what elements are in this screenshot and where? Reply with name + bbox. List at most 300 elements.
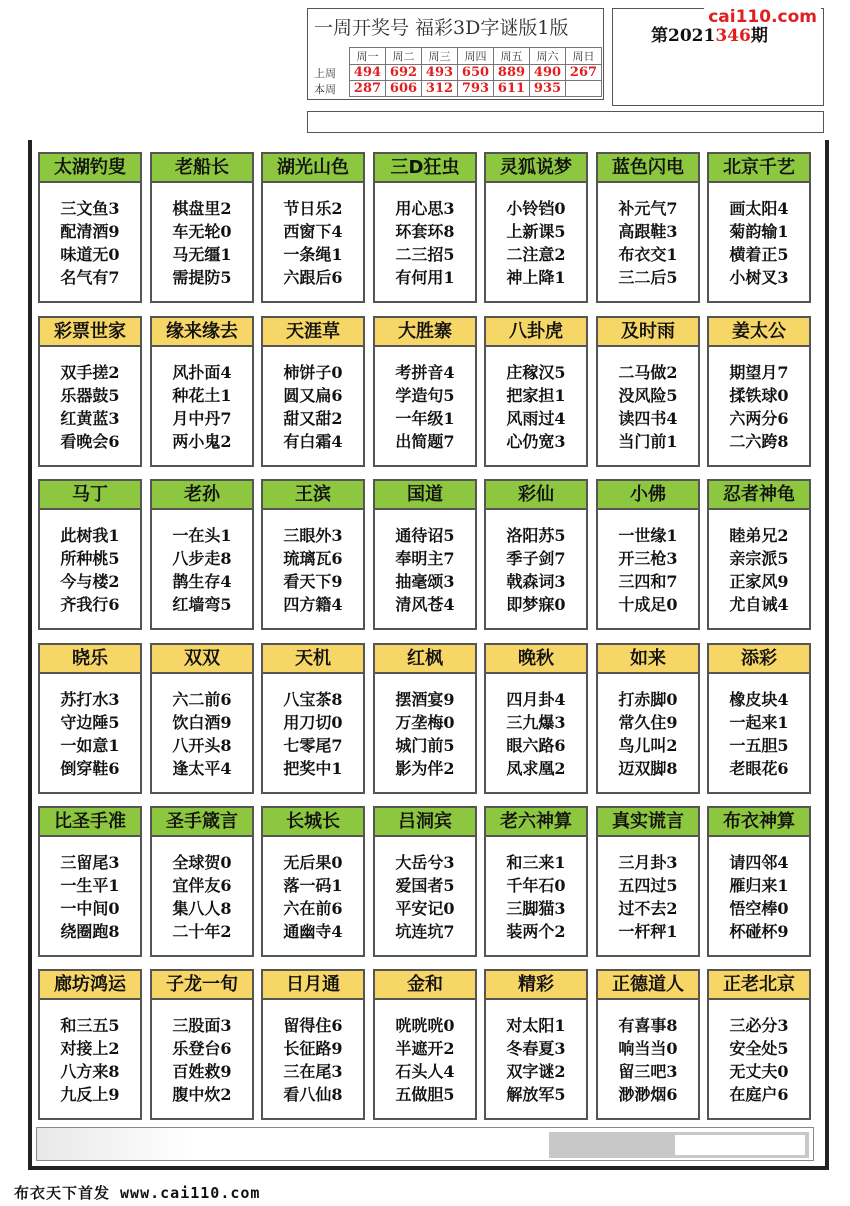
draw-number: 611 xyxy=(494,81,530,97)
puzzle-card xyxy=(596,643,700,794)
riddle-line: 摆酒宴9 xyxy=(395,690,455,709)
riddle-line: 冬春夏3 xyxy=(506,1039,566,1058)
card-body xyxy=(40,347,140,453)
riddle-line: 一起来1 xyxy=(729,713,789,732)
riddle-line: 对接上2 xyxy=(60,1039,120,1058)
riddle-line: 当门前1 xyxy=(618,432,678,451)
card-title: 缘来缘去 xyxy=(152,318,252,347)
riddle-line: 石头人4 xyxy=(395,1062,455,1081)
card-title: 布衣神算 xyxy=(709,808,809,837)
riddle-line: 有喜事8 xyxy=(618,1016,678,1035)
riddle-line: 环套环8 xyxy=(395,222,455,241)
riddle-line: 响当当0 xyxy=(618,1039,678,1058)
card-title: 灵狐说梦 xyxy=(486,154,586,183)
draw-number: 312 xyxy=(422,81,458,97)
riddle-line: 风扑面4 xyxy=(172,363,232,382)
card-body xyxy=(709,347,809,453)
riddle-line: 三留尾3 xyxy=(60,853,120,872)
riddle-line: 学造句5 xyxy=(395,386,455,405)
puzzle-card xyxy=(373,152,477,303)
riddle-line: 凤求凰2 xyxy=(506,759,566,778)
puzzle-card xyxy=(261,316,365,467)
riddle-line: 三月卦3 xyxy=(618,853,678,872)
puzzle-card xyxy=(484,152,588,303)
riddle-line: 双手搓2 xyxy=(60,363,120,382)
riddle-line: 长征路9 xyxy=(283,1039,343,1058)
riddle-line: 一世缘1 xyxy=(618,526,678,545)
day-label: 周四 xyxy=(458,48,494,65)
draw-number: 287 xyxy=(350,81,386,97)
riddle-line: 平安记0 xyxy=(395,899,455,918)
riddle-line: 需提防5 xyxy=(172,268,232,287)
riddle-line: 双字谜2 xyxy=(506,1062,566,1081)
footer-panel xyxy=(36,1127,814,1161)
riddle-line: 圆又扁6 xyxy=(283,386,343,405)
draw-number: 267 xyxy=(566,65,602,81)
riddle-line: 六两分6 xyxy=(729,409,789,428)
riddle-line: 戟森词3 xyxy=(506,572,566,591)
card-title: 双双 xyxy=(152,645,252,674)
riddle-line: 把家担1 xyxy=(506,386,566,405)
riddle-line: 杯碰杯9 xyxy=(729,922,789,941)
riddle-line: 常久住9 xyxy=(618,713,678,732)
riddle-line: 四月卦4 xyxy=(506,690,566,709)
card-body xyxy=(598,1000,698,1106)
riddle-line: 上新课5 xyxy=(506,222,566,241)
riddle-line: 西窗下4 xyxy=(283,222,343,241)
card-title: 姜太公 xyxy=(709,318,809,347)
riddle-line: 一在头1 xyxy=(172,526,232,545)
riddle-line: 节日乐2 xyxy=(283,199,343,218)
puzzle-card xyxy=(38,806,142,957)
card-body xyxy=(152,510,252,616)
riddle-line: 三脚猫3 xyxy=(506,899,566,918)
card-title: 彩票世家 xyxy=(40,318,140,347)
riddle-line: 三九爆3 xyxy=(506,713,566,732)
riddle-line: 月中丹7 xyxy=(172,409,232,428)
card-body xyxy=(598,674,698,780)
card-body xyxy=(486,837,586,943)
riddle-line: 逢太平4 xyxy=(172,759,232,778)
row-label: 上周 xyxy=(314,66,336,80)
puzzle-card xyxy=(38,316,142,467)
puzzle-card xyxy=(373,643,477,794)
riddle-line: 影为伴2 xyxy=(395,759,455,778)
riddle-line: 和三来1 xyxy=(506,853,566,872)
riddle-line: 安全处5 xyxy=(729,1039,789,1058)
riddle-line: 集八人8 xyxy=(172,899,232,918)
riddle-line: 四方籍4 xyxy=(283,595,343,614)
day-label: 周二 xyxy=(386,48,422,65)
card-title: 忍者神龟 xyxy=(709,481,809,510)
riddle-line: 用刀切0 xyxy=(283,713,343,732)
riddle-line: 在庭户6 xyxy=(729,1085,789,1104)
card-body xyxy=(486,1000,586,1106)
card-title: 大胜寨 xyxy=(375,318,475,347)
riddle-line: 九反上9 xyxy=(60,1085,120,1104)
riddle-line: 通幽寺4 xyxy=(283,922,343,941)
riddle-line: 一如意1 xyxy=(60,736,120,755)
card-title: 精彩 xyxy=(486,971,586,1000)
riddle-line: 八开头8 xyxy=(172,736,232,755)
card-title: 吕洞宾 xyxy=(375,808,475,837)
card-title: 晚秋 xyxy=(486,645,586,674)
puzzle-card xyxy=(261,969,365,1120)
riddle-line: 打赤脚0 xyxy=(618,690,678,709)
card-title: 添彩 xyxy=(709,645,809,674)
draw-number: 935 xyxy=(530,81,566,97)
riddle-line: 高跟鞋3 xyxy=(618,222,678,241)
riddle-line: 棋盘里2 xyxy=(172,199,232,218)
card-title: 正老北京 xyxy=(709,971,809,1000)
riddle-line: 配清酒9 xyxy=(60,222,120,241)
card-title: 真实谎言 xyxy=(598,808,698,837)
card-title: 正德道人 xyxy=(598,971,698,1000)
puzzle-card xyxy=(261,152,365,303)
riddle-line: 睦弟兄2 xyxy=(729,526,789,545)
card-title: 北京千艺 xyxy=(709,154,809,183)
card-body xyxy=(152,347,252,453)
puzzle-card xyxy=(596,806,700,957)
riddle-line: 看八仙8 xyxy=(283,1085,343,1104)
riddle-line: 马无缰1 xyxy=(172,245,232,264)
card-body xyxy=(486,510,586,616)
riddle-line: 请四邻4 xyxy=(729,853,789,872)
draw-number xyxy=(566,81,602,97)
riddle-line: 把奖中1 xyxy=(283,759,343,778)
footer-white-block xyxy=(675,1135,805,1155)
card-title: 日月通 xyxy=(263,971,363,1000)
riddle-line: 一条绳1 xyxy=(283,245,343,264)
riddle-line: 宜伴友6 xyxy=(172,876,232,895)
puzzle-card xyxy=(373,806,477,957)
card-title: 天涯草 xyxy=(263,318,363,347)
riddle-line: 城门前5 xyxy=(395,736,455,755)
riddle-line: 眼六路6 xyxy=(506,736,566,755)
card-body xyxy=(598,347,698,453)
riddle-line: 画太阳4 xyxy=(729,199,789,218)
riddle-line: 正家风9 xyxy=(729,572,789,591)
riddle-line: 有何用1 xyxy=(395,268,455,287)
riddle-line: 三股面3 xyxy=(172,1016,232,1035)
row-label: 本周 xyxy=(314,82,336,96)
weekly-title: 一周开奖号 福彩3D字谜版1版 xyxy=(314,17,569,39)
riddle-line: 所种桃5 xyxy=(60,549,120,568)
riddle-line: 万垄梅0 xyxy=(395,713,455,732)
riddle-line: 十成足0 xyxy=(618,595,678,614)
riddle-line: 心仍宽3 xyxy=(506,432,566,451)
riddle-line: 渺渺烟6 xyxy=(618,1085,678,1104)
riddle-line: 迈双脚8 xyxy=(618,759,678,778)
card-body xyxy=(375,347,475,453)
riddle-line: 奉明主7 xyxy=(395,549,455,568)
puzzle-card xyxy=(596,479,700,630)
riddle-line: 乐器鼓5 xyxy=(60,386,120,405)
day-header-row xyxy=(313,48,602,65)
puzzle-card xyxy=(150,643,254,794)
card-title: 晓乐 xyxy=(40,645,140,674)
divider-bar xyxy=(307,111,824,133)
riddle-line: 悟空棒0 xyxy=(729,899,789,918)
day-label: 周日 xyxy=(566,48,602,65)
riddle-line: 期望月7 xyxy=(729,363,789,382)
card-title: 长城长 xyxy=(263,808,363,837)
card-title: 王滨 xyxy=(263,481,363,510)
riddle-line: 二六跨8 xyxy=(729,432,789,451)
issue-number: 第2021346期 xyxy=(651,26,768,46)
card-title: 天机 xyxy=(263,645,363,674)
riddle-line: 六二前6 xyxy=(172,690,232,709)
puzzle-card xyxy=(484,806,588,957)
riddle-line: 二三招5 xyxy=(395,245,455,264)
last-week-row xyxy=(313,65,602,81)
draw-number: 793 xyxy=(458,81,494,97)
puzzle-card xyxy=(38,969,142,1120)
card-title: 蓝色闪电 xyxy=(598,154,698,183)
riddle-line: 八方来8 xyxy=(60,1062,120,1081)
puzzle-card xyxy=(596,969,700,1120)
puzzle-card xyxy=(707,806,811,957)
card-body xyxy=(375,674,475,780)
riddle-line: 出简题7 xyxy=(395,432,455,451)
riddle-line: 没风险5 xyxy=(618,386,678,405)
draw-number: 493 xyxy=(422,65,458,81)
riddle-line: 六跟后6 xyxy=(283,268,343,287)
day-label: 周五 xyxy=(494,48,530,65)
riddle-line: 红墙弯5 xyxy=(172,595,232,614)
riddle-line: 通待诏5 xyxy=(395,526,455,545)
riddle-line: 咣咣咣0 xyxy=(395,1016,455,1035)
riddle-line: 齐我行6 xyxy=(60,595,120,614)
riddle-line: 抽毫颂3 xyxy=(395,572,455,591)
riddle-line: 大岳兮3 xyxy=(395,853,455,872)
riddle-line: 百姓救9 xyxy=(172,1062,232,1081)
card-title: 国道 xyxy=(375,481,475,510)
draw-number: 692 xyxy=(386,65,422,81)
card-title: 老船长 xyxy=(152,154,252,183)
draw-number: 490 xyxy=(530,65,566,81)
riddle-line: 尤自诫4 xyxy=(729,595,789,614)
riddle-line: 清风苍4 xyxy=(395,595,455,614)
riddle-line: 看天下9 xyxy=(283,572,343,591)
riddle-line: 三必分3 xyxy=(729,1016,789,1035)
riddle-line: 三二后5 xyxy=(618,268,678,287)
riddle-line: 苏打水3 xyxy=(60,690,120,709)
riddle-line: 全球贺0 xyxy=(172,853,232,872)
this-week-row xyxy=(313,81,602,97)
riddle-line: 乐登台6 xyxy=(172,1039,232,1058)
riddle-line: 留三吧3 xyxy=(618,1062,678,1081)
card-title: 老孙 xyxy=(152,481,252,510)
riddle-line: 布衣交1 xyxy=(618,245,678,264)
card-body xyxy=(40,183,140,289)
card-body xyxy=(709,674,809,780)
riddle-line: 守边陲5 xyxy=(60,713,120,732)
puzzle-card xyxy=(150,479,254,630)
riddle-line: 琉璃瓦6 xyxy=(283,549,343,568)
card-title: 及时雨 xyxy=(598,318,698,347)
card-title: 老六神算 xyxy=(486,808,586,837)
riddle-line: 名气有7 xyxy=(60,268,120,287)
riddle-line: 和三五5 xyxy=(60,1016,120,1035)
riddle-line: 一杆秤1 xyxy=(618,922,678,941)
puzzle-card xyxy=(596,152,700,303)
riddle-line: 小铃铛0 xyxy=(506,199,566,218)
riddle-line: 三四和7 xyxy=(618,572,678,591)
day-label: 周三 xyxy=(422,48,458,65)
card-body xyxy=(709,837,809,943)
riddle-line: 五四过5 xyxy=(618,876,678,895)
card-title: 金和 xyxy=(375,971,475,1000)
card-title: 太湖钓叟 xyxy=(40,154,140,183)
riddle-line: 神上降1 xyxy=(506,268,566,287)
card-title: 三D狂虫 xyxy=(375,154,475,183)
card-title: 八卦虎 xyxy=(486,318,586,347)
riddle-line: 有白霜4 xyxy=(283,432,343,451)
riddle-line: 开三枪3 xyxy=(618,549,678,568)
riddle-line: 八宝茶8 xyxy=(283,690,343,709)
riddle-line: 饮白酒9 xyxy=(172,713,232,732)
riddle-line: 鸟儿叫2 xyxy=(618,736,678,755)
site-logo-text[interactable]: cai110.com xyxy=(704,7,821,27)
riddle-line: 甜又甜2 xyxy=(283,409,343,428)
riddle-line: 坑连坑7 xyxy=(395,922,455,941)
riddle-line: 一五胆5 xyxy=(729,736,789,755)
puzzle-card xyxy=(150,806,254,957)
riddle-line: 三文鱼3 xyxy=(60,199,120,218)
riddle-line: 雁归来1 xyxy=(729,876,789,895)
weekly-draw-panel xyxy=(307,8,604,100)
puzzle-card xyxy=(38,643,142,794)
riddle-line: 揉铁球0 xyxy=(729,386,789,405)
riddle-line: 种花土1 xyxy=(172,386,232,405)
puzzle-card xyxy=(373,479,477,630)
riddle-line: 用心思3 xyxy=(395,199,455,218)
card-body xyxy=(263,183,363,289)
riddle-line: 八步走8 xyxy=(172,549,232,568)
card-body xyxy=(263,1000,363,1106)
card-title: 马丁 xyxy=(40,481,140,510)
issue-panel xyxy=(612,8,824,106)
puzzle-card xyxy=(484,316,588,467)
riddle-line: 此树我1 xyxy=(60,526,120,545)
riddle-line: 味道无0 xyxy=(60,245,120,264)
card-body xyxy=(598,837,698,943)
riddle-line: 季子剑7 xyxy=(506,549,566,568)
card-body xyxy=(152,837,252,943)
puzzle-card xyxy=(707,152,811,303)
riddle-line: 鹊生存4 xyxy=(172,572,232,591)
puzzle-card xyxy=(707,316,811,467)
riddle-line: 装两个2 xyxy=(506,922,566,941)
riddle-line: 庄稼汉5 xyxy=(506,363,566,382)
card-title: 比圣手准 xyxy=(40,808,140,837)
riddle-line: 一生平1 xyxy=(60,876,120,895)
puzzle-card xyxy=(261,643,365,794)
riddle-line: 二注意2 xyxy=(506,245,566,264)
card-body xyxy=(263,510,363,616)
riddle-line: 对太阳1 xyxy=(506,1016,566,1035)
card-body xyxy=(263,837,363,943)
puzzle-card xyxy=(38,479,142,630)
riddle-line: 橡皮块4 xyxy=(729,690,789,709)
riddle-line: 亲宗派5 xyxy=(729,549,789,568)
puzzle-card xyxy=(373,316,477,467)
riddle-line: 红黄蓝3 xyxy=(60,409,120,428)
riddle-line: 即梦寐0 xyxy=(506,595,566,614)
card-body xyxy=(486,674,586,780)
draw-number: 494 xyxy=(350,65,386,81)
puzzle-card xyxy=(150,152,254,303)
riddle-line: 绕圈跑8 xyxy=(60,922,120,941)
card-body xyxy=(375,1000,475,1106)
riddle-line: 千年石0 xyxy=(506,876,566,895)
day-label: 周一 xyxy=(350,48,386,65)
riddle-line: 三在尾3 xyxy=(283,1062,343,1081)
card-body xyxy=(40,1000,140,1106)
card-body xyxy=(152,183,252,289)
puzzle-card xyxy=(707,969,811,1120)
puzzle-card xyxy=(707,479,811,630)
puzzle-card xyxy=(150,316,254,467)
riddle-line: 看晚会6 xyxy=(60,432,120,451)
puzzle-card xyxy=(38,152,142,303)
puzzle-card xyxy=(484,643,588,794)
riddle-line: 倒穿鞋6 xyxy=(60,759,120,778)
riddle-line: 半遮开2 xyxy=(395,1039,455,1058)
riddle-line: 爱国者5 xyxy=(395,876,455,895)
riddle-line: 七零尾7 xyxy=(283,736,343,755)
draw-number: 650 xyxy=(458,65,494,81)
riddle-line: 洛阳苏5 xyxy=(506,526,566,545)
card-body xyxy=(152,674,252,780)
card-title: 圣手箴言 xyxy=(152,808,252,837)
draw-number: 889 xyxy=(494,65,530,81)
card-body xyxy=(598,183,698,289)
card-body xyxy=(709,1000,809,1106)
riddle-line: 无后果0 xyxy=(283,853,343,872)
card-title: 廊坊鸿运 xyxy=(40,971,140,1000)
draw-number: 606 xyxy=(386,81,422,97)
credit-text: 布衣天下首发 www.cai110.com xyxy=(14,1184,261,1202)
card-body xyxy=(375,510,475,616)
riddle-line: 考拼音4 xyxy=(395,363,455,382)
riddle-line: 菊韵输1 xyxy=(729,222,789,241)
puzzle-card xyxy=(261,479,365,630)
card-body xyxy=(709,183,809,289)
riddle-line: 腹中炊2 xyxy=(172,1085,232,1104)
card-body xyxy=(486,183,586,289)
card-title: 子龙一旬 xyxy=(152,971,252,1000)
card-body xyxy=(486,347,586,453)
riddle-line: 风雨过4 xyxy=(506,409,566,428)
card-body xyxy=(709,510,809,616)
riddle-line: 五做胆5 xyxy=(395,1085,455,1104)
card-body xyxy=(152,1000,252,1106)
riddle-line: 一年级1 xyxy=(395,409,455,428)
card-body xyxy=(40,510,140,616)
card-body xyxy=(375,837,475,943)
weekly-draw-table xyxy=(313,47,602,97)
card-body xyxy=(40,674,140,780)
puzzle-card xyxy=(484,969,588,1120)
riddle-line: 横着正5 xyxy=(729,245,789,264)
riddle-line: 无丈夫0 xyxy=(729,1062,789,1081)
riddle-line: 二十年2 xyxy=(172,922,232,941)
puzzle-card xyxy=(707,643,811,794)
riddle-line: 留得住6 xyxy=(283,1016,343,1035)
card-body xyxy=(598,510,698,616)
